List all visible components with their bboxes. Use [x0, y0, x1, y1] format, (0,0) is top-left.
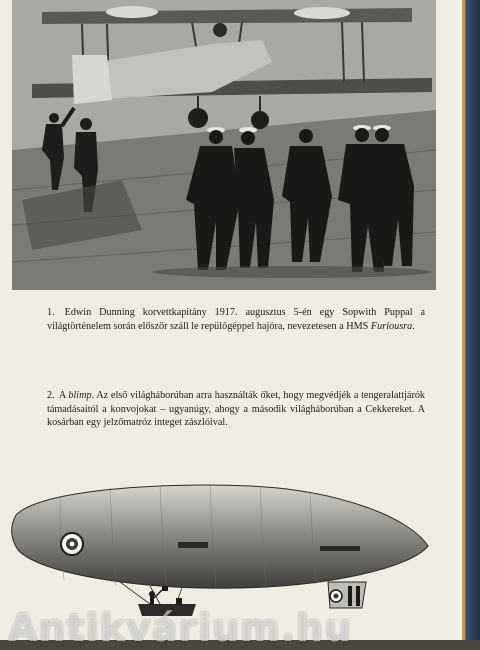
book-spine-edge: [462, 0, 480, 640]
photo-biplane-illustration: [12, 0, 436, 290]
caption-1-number: 1.: [47, 307, 55, 319]
caption-1-end: .: [412, 320, 415, 332]
caption-2-term: blimp: [68, 390, 92, 402]
caption-2-number: 2.: [47, 390, 55, 402]
caption-2-text: . Az első világháborúban arra használták őket, hogy megvédjék a tengeralattjárók támadásaitól a konvojokat – ugyanúgy, ahogy a második világháborúban a Cekkereket. A kosárban egy jelzőmatróz integet zászlóival.: [47, 390, 426, 429]
caption-1-ship-name: Furiousra: [370, 320, 413, 332]
caption-1-text: Edwin Dunning korvettkapitány 1917. augusztus 5-én egy Sopwith Puppal a világtörténelem során először száll le repülőgéppel hajóra, nevezetesen a HMS: [47, 307, 426, 332]
caption-2-lead: A: [58, 390, 69, 402]
watermark-text: Antikvárium.hu: [8, 606, 353, 650]
caption-1: [47, 306, 425, 333]
photo-biplane-landing: [12, 0, 436, 290]
caption-2: [47, 389, 425, 430]
